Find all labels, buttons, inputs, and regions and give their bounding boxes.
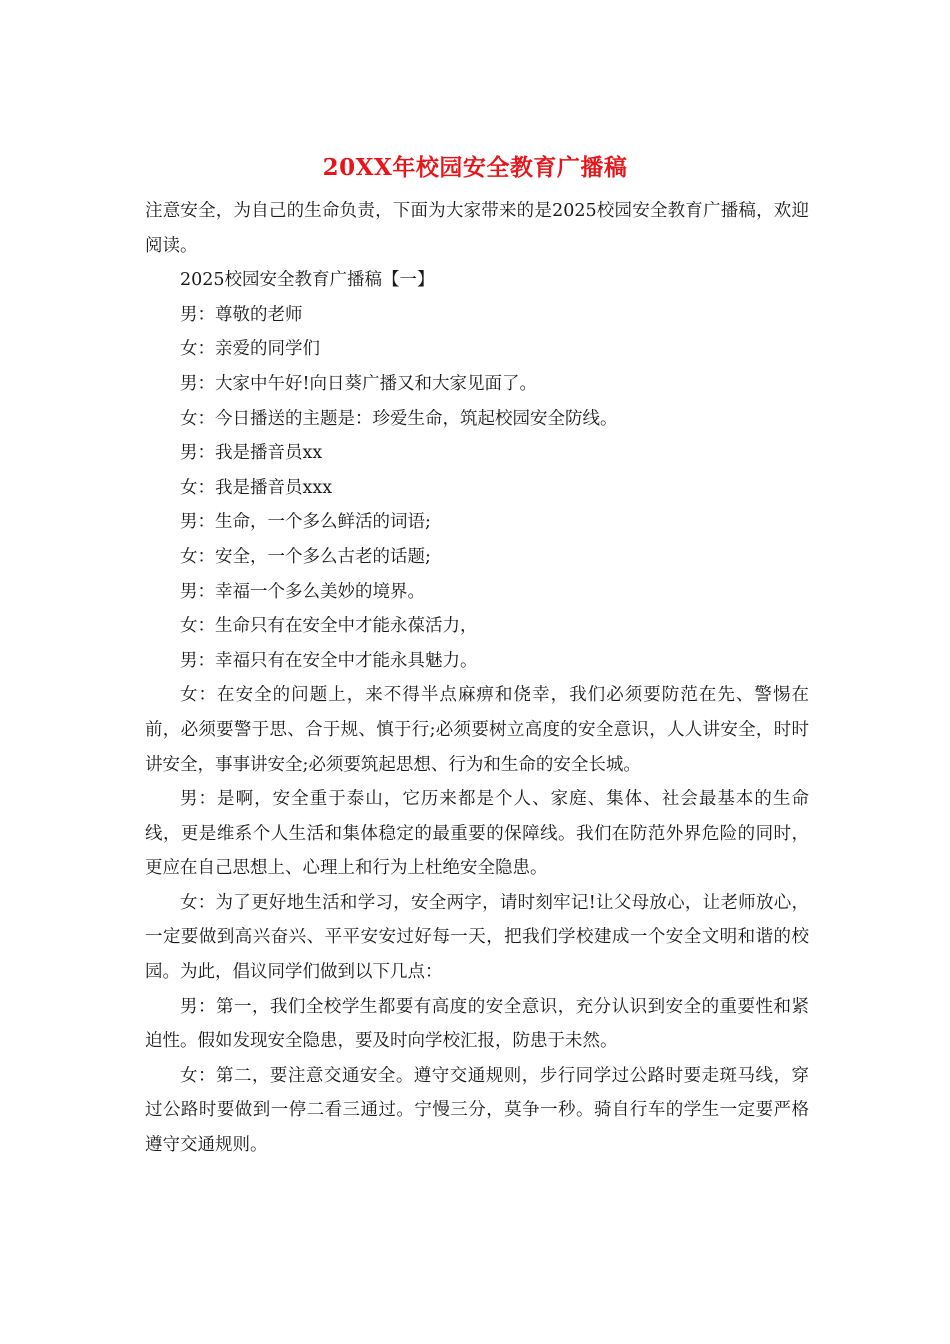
document-title: 20XX年校园安全教育广播稿 (322, 154, 628, 181)
dialogue-line: 男：我是播音员xx (180, 443, 323, 464)
dialogue-line: 男：大家中午好!向日葵广播又和大家见面了。 (180, 373, 538, 394)
dialogue-line: 男：幸福一个多么美妙的境界。 (180, 581, 425, 602)
dialogue-paragraph: 女：为了更好地生活和学习，安全两字，请时刻牢记!让父母放心，让老师放心，一定要做到高兴奋兴、平平安安过好每一天，把我们学校建成一个安全文明和谐的校园。为此，倡议同学们做到以下几点： (145, 892, 809, 983)
dialogue-paragraph: 男：第一，我们全校学生都要有高度的安全意识，充分认识到安全的重要性和紧迫性。假如发现安全隐患，要及时向学校汇报，防患于未然。 (145, 996, 809, 1052)
document-body (145, 194, 809, 1163)
dialogue-paragraph: 男：是啊，安全重于泰山，它历来都是个人、家庭、集体、社会最基本的生命线，更是维系个人生活和集体稳定的最重要的保障线。我们在防范外界危险的同时，更应在自己思想上、心理上和行为上杜绝安全隐患。 (145, 789, 809, 879)
section-heading: 2025校园安全教育广播稿【一】 (180, 270, 435, 291)
dialogue-line: 男：生命，一个多么鲜活的词语; (180, 512, 431, 533)
dialogue-line: 男：尊敬的老师 (180, 304, 303, 325)
dialogue-line: 女：生命只有在安全中才能永葆活力， (180, 616, 478, 637)
dialogue-line: 女：今日播送的主题是：珍爱生命，筑起校园安全防线。 (180, 408, 618, 429)
dialogue-line: 女：安全，一个多么古老的话题; (180, 546, 431, 567)
dialogue-paragraph: 女：在安全的问题上，来不得半点麻痹和侥幸，我们必须要防范在先、警惕在前，必须要警于思、合于规、慎于行;必须要树立高度的安全意识，人人讲安全，时时讲安全，事事讲安全;必须要筑起思想、行为和生命的安全长城。 (145, 685, 809, 775)
dialogue-line: 男：幸福只有在安全中才能永具魅力。 (180, 650, 478, 671)
dialogue-paragraph: 女：第二，要注意交通安全。遵守交通规则，步行同学过公路时要走斑马线，穿过公路时要做到一停二看三通过。宁慢三分，莫争一秒。骑自行车的学生一定要严格遵守交通规则。 (145, 1065, 809, 1156)
intro-paragraph: 注意安全，为自己的生命负责，下面为大家带来的是2025校园安全教育广播稿，欢迎阅读。 (145, 201, 809, 256)
dialogue-line: 女：我是播音员xxx (180, 477, 333, 498)
dialogue-line: 女：亲爱的同学们 (180, 339, 320, 360)
